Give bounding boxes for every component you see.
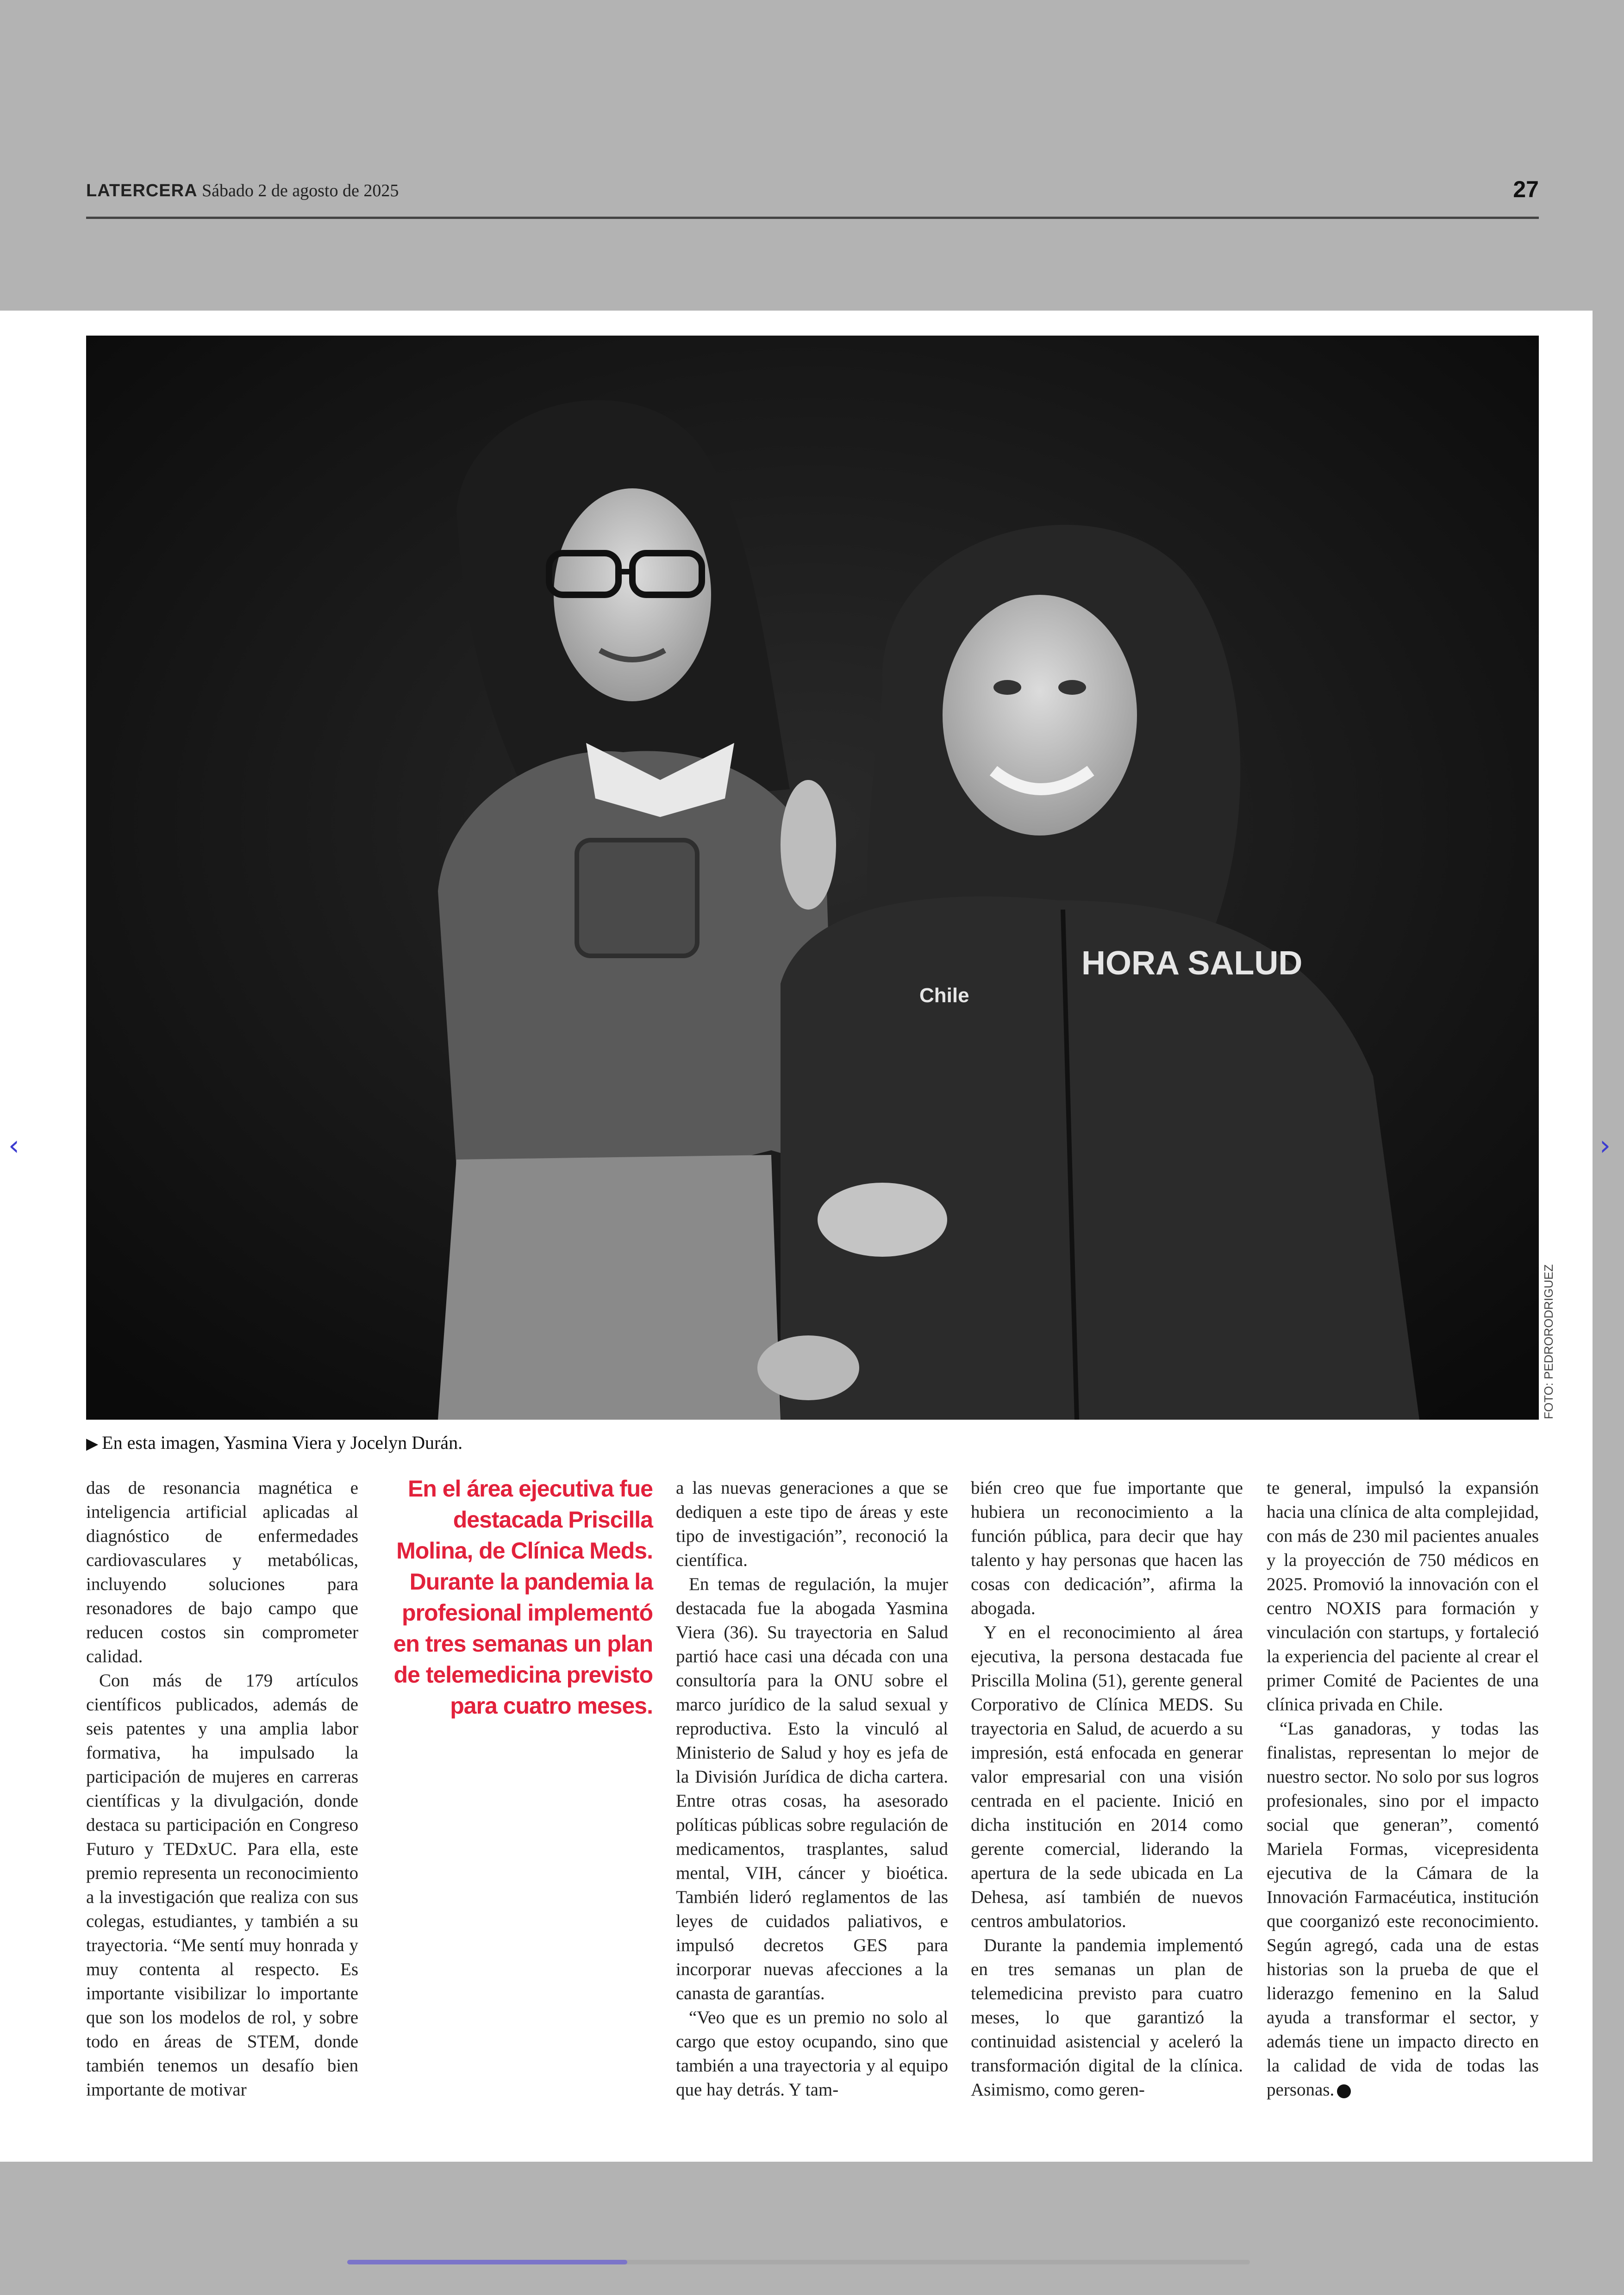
caption-text: En esta imagen, Yasmina Viera y Jocelyn Durán. [102, 1432, 463, 1453]
photo-caption [86, 1432, 1475, 1453]
end-mark-icon [1337, 2084, 1351, 2098]
paragraph: a las nuevas generaciones a que se dediquen a este tipo de áreas y este tipo de investigación”, reconoció la científica. [676, 1478, 948, 1570]
reading-progress-fill [347, 2260, 627, 2264]
previous-page-button[interactable]: ‹ [8, 1129, 19, 1162]
issue-date: Sábado 2 de agosto de 2025 [202, 181, 399, 200]
reading-progress-bar[interactable] [347, 2260, 1250, 2264]
portrait-photo [86, 336, 1539, 1420]
paragraph-final [1267, 1717, 1539, 2102]
jacket-logo-text: HORA SALUD [1081, 945, 1303, 982]
paragraph: Con más de 179 artículos científicos publicados, además de seis patentes y una amplia labor formativa, ha impulsado la participación de mujeres en carreras científicas y la divulgación, donde destaca su participación en Congreso Futuro y TEDxUC. Para ella, este premio representa un reconocimiento a la investigación que realiza con sus colegas, estudiantes, y también a su trayectoria. “Me sentí muy honrada y muy contenta al respecto. Es importante visibilizar lo importante que son los modelos de rol, y sobre todo en áreas de STEM, donde también tenemos un desafío bien importante de motivar [86, 1671, 358, 2100]
final-paragraph-text: “Las ganadoras, y todas las finalistas, representan lo mejor de nuestro sector. No solo por sus logros profesionales, sino por el impacto social que generan”, comentó Mariela Formas, vicepresidenta ejecutiva de la Cámara de la Innovación Farmacéutica, institución que coorganizó este reconocimiento. Según agregó, cada una de estas historias son la prueba de que el liderazgo femenino en la Salud ayuda a transformar el sector, y además tiene un impacto directo en la calidad de vida de todas las personas. [1267, 1719, 1539, 2100]
paragraph: Y en el reconocimiento al área ejecutiva, la persona destacada fue Priscilla Molina (51), gerente general Corporativo de Clínica MEDS. Su trayectoria en Salud, de acuerdo a su impresión, está enfocada en generar valor empresarial con una visión centrada en el paciente. Inició en dicha institución en 2014 como gerente comercial, liderando la apertura de la sede ubicada en La Dehesa, así también de nuevos centros ambulatorios. [971, 1622, 1243, 1931]
newspaper-page [0, 311, 1593, 2162]
paragraph: Durante la pandemia implementó en tres semanas un plan de telemedicina previsto para cuatro meses, lo que garantizó la continuidad asistencial y aceleró la transformación digital de la clínica. Asimismo, como geren- [971, 1935, 1243, 2100]
paragraph: das de resonancia magnética e inteligencia artificial aplicadas al diagnóstico de enfermedades cardiovasculares y metabólicas, incluyendo soluciones para resonadores de bajo campo que reducen costos sin comprometer calidad. [86, 1478, 358, 1666]
photo-illustration [86, 336, 1539, 1420]
article-column-2 [676, 1476, 948, 2102]
pull-quote: En el área ejecutiva fue destacada Priscilla Molina, de Clínica Meds. Durante la pandemia la profesional implementó en tres semanas un plan de telemedicina previsto para cuatro meses. [393, 1476, 653, 1719]
next-page-button[interactable]: › [1599, 1129, 1611, 1162]
article-column-4 [1267, 1476, 1539, 2102]
page-number: 27 [1513, 176, 1539, 202]
paragraph: En temas de regulación, la mujer destacada fue la abogada Yasmina Viera (36). Su trayectoria en Salud partió hace casi una década con una consultoría para la ONU sobre el marco jurídico de la salud sexual y reproductiva. Esto la vinculó al Ministerio de Salud y hoy es jefa de la División Jurídica de dicha cartera. Entre otras cosas, ha asesorado políticas públicas sobre regulación de medicamentos, trasplantes, salud mental, VIH, cáncer y bioética. También lideró reglamentos de las leyes de cuidados paliativos, e impulsó decretos GES para incorporar nuevas afecciones a la canasta de garantías. [676, 1574, 948, 2003]
article-column-1 [86, 1476, 358, 2102]
page-header [86, 176, 1539, 219]
newspaper-brand [86, 181, 399, 201]
article-column-3 [971, 1476, 1243, 2102]
brand-name: LATERCERA [86, 181, 198, 200]
photo-credit: FOTO: PEDRORODRIGUEZ [1542, 1264, 1555, 1419]
caption-arrow-icon: ▶ [86, 1435, 99, 1453]
paragraph: te general, impulsó la expansión hacia una clínica de alta complejidad, con más de 230 mil pacientes anuales y la proyección de 750 médicos en 2025. Promovió la innovación con el centro NOXIS para formación y vinculación con startups, y fortaleció la experiencia del paciente al crear el primer Comité de Pacientes de una clínica privada en Chile. [1267, 1478, 1539, 1715]
paragraph: bién creo que fue importante que hubiera un reconocimiento a la función pública, para decir que hay talento y hay personas que hacen las cosas con dedicación”, afirma la abogada. [971, 1478, 1243, 1618]
paragraph: “Veo que es un premio no solo al cargo que estoy ocupando, sino que también a una trayectoria y al equipo que hay detrás. Y tam- [676, 2008, 948, 2100]
jacket-logo-small: Chile [919, 984, 969, 1007]
